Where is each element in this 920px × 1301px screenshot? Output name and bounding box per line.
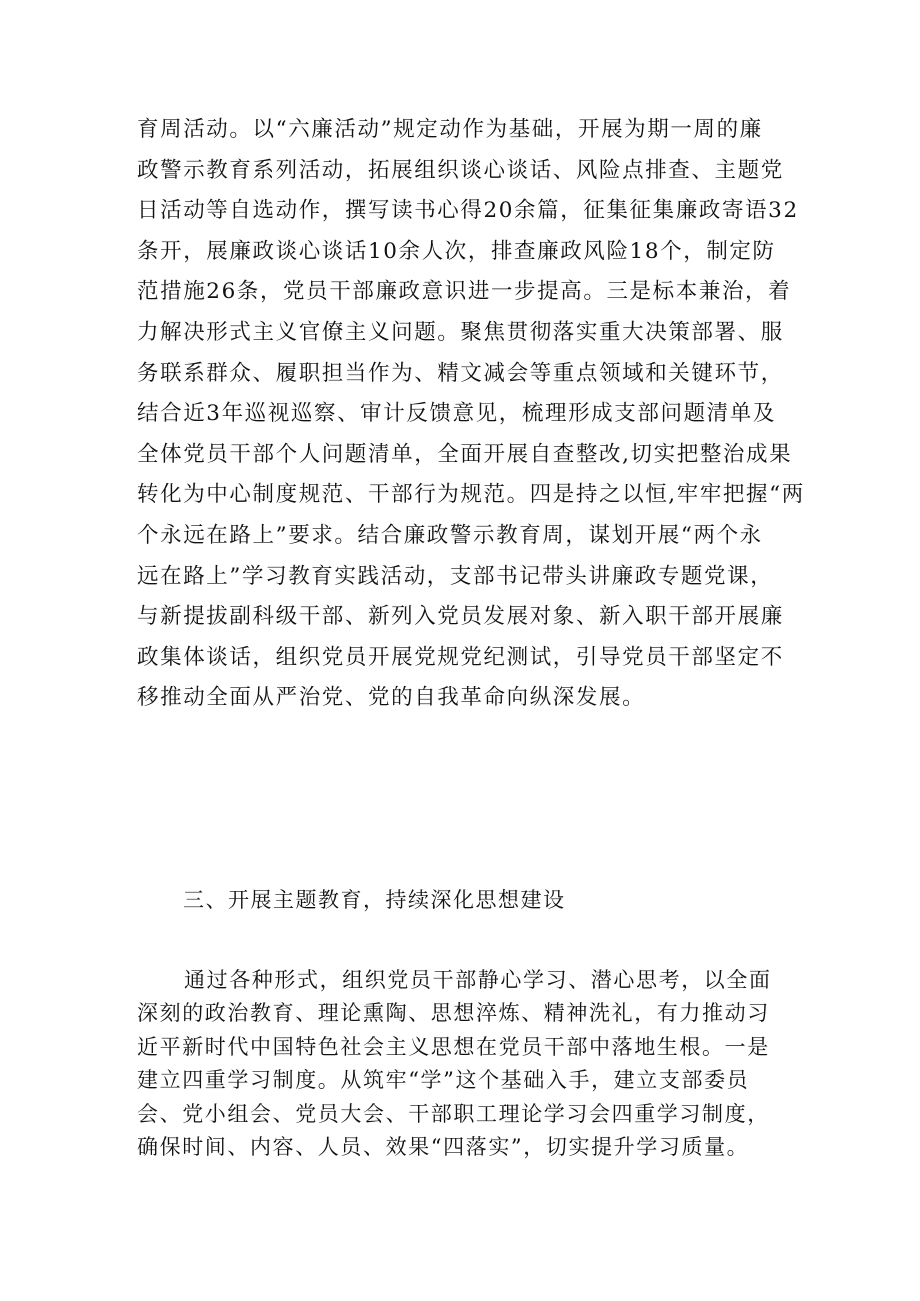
paragraph-line: 会、党小组会、党员大会、干部职工理论学习会四重学习制度， xyxy=(137,1101,770,1126)
paragraph-line: 日活动等自选动作，撰写读书心得20余篇，征集征集廉政寄语32 xyxy=(137,198,799,224)
paragraph-line: 全体党员干部个人问题清单，全面开展自查整改,切实把整治成果 xyxy=(137,441,793,467)
paragraph-line: 移推动全面从严治党、党的自我革命向纵深发展。 xyxy=(137,685,646,711)
paragraph-line: 与新提拔副科级干部、新列入党员发展对象、新入职干部开展廉 xyxy=(137,604,784,630)
paragraph-line: 条开，展廉政谈心谈话10余人次，排查廉政风险18个，制定防 xyxy=(137,238,776,264)
paragraph-line: 个永远在路上”要求。结合廉政警示教育周，谋划开展“两个永 xyxy=(137,522,763,548)
paragraph-line: 范措施26条，党员干部廉政意识进一步提高。三是标本兼治，着 xyxy=(137,279,792,305)
paragraph-line: 建立四重学习制度。从筑牢“学”这个基础入手，建立支部委员 xyxy=(137,1068,750,1093)
paragraph-line: 远在路上”学习教育实践活动，支部书记带头讲廉政专题党课， xyxy=(137,563,774,589)
paragraph-line: 通过各种形式，组织党员干部静心学习、潜心思考，以全面 xyxy=(184,968,772,992)
paragraph-line: 政集体谈话，组织党员开展党规党纪测试，引导党员干部坚定不 xyxy=(137,644,784,670)
paragraph-line: 务联系群众、履职担当作为、精文减会等重点领域和关键环节， xyxy=(137,360,784,386)
paragraph-line: 转化为中心制度规范、干部行为规范。四是持之以恒,牢牢把握“两 xyxy=(137,482,805,508)
paragraph-integrity-education xyxy=(137,110,805,719)
paragraph-line: 育周活动。以“六廉活动”规定动作为基础，开展为期一周的廉 xyxy=(137,117,763,142)
paragraph-line: 确保时间、内容、人员、效果“四落实”，切实提升学习质量。 xyxy=(137,1134,750,1159)
paragraph-theme-education xyxy=(137,964,793,1164)
paragraph-line: 政警示教育系列活动，拓展组织谈心谈话、风险点排查、主题党 xyxy=(137,157,784,183)
paragraph-line: 结合近3年巡视巡察、审计反馈意见，梳理形成支部问题清单及 xyxy=(137,401,776,427)
section-heading: 三、开展主题教育，持续深化思想建设 xyxy=(183,888,566,912)
paragraph-line: 深刻的政治教育、理论熏陶、思想淬炼、精神洗礼，有力推动习 xyxy=(137,1001,770,1026)
paragraph-line: 力解决形式主义官僚主义问题。聚焦贯彻落实重大决策部署、服 xyxy=(137,319,784,345)
paragraph-line: 近平新时代中国特色社会主义思想在党员干部中落地生根。一是 xyxy=(137,1034,770,1059)
